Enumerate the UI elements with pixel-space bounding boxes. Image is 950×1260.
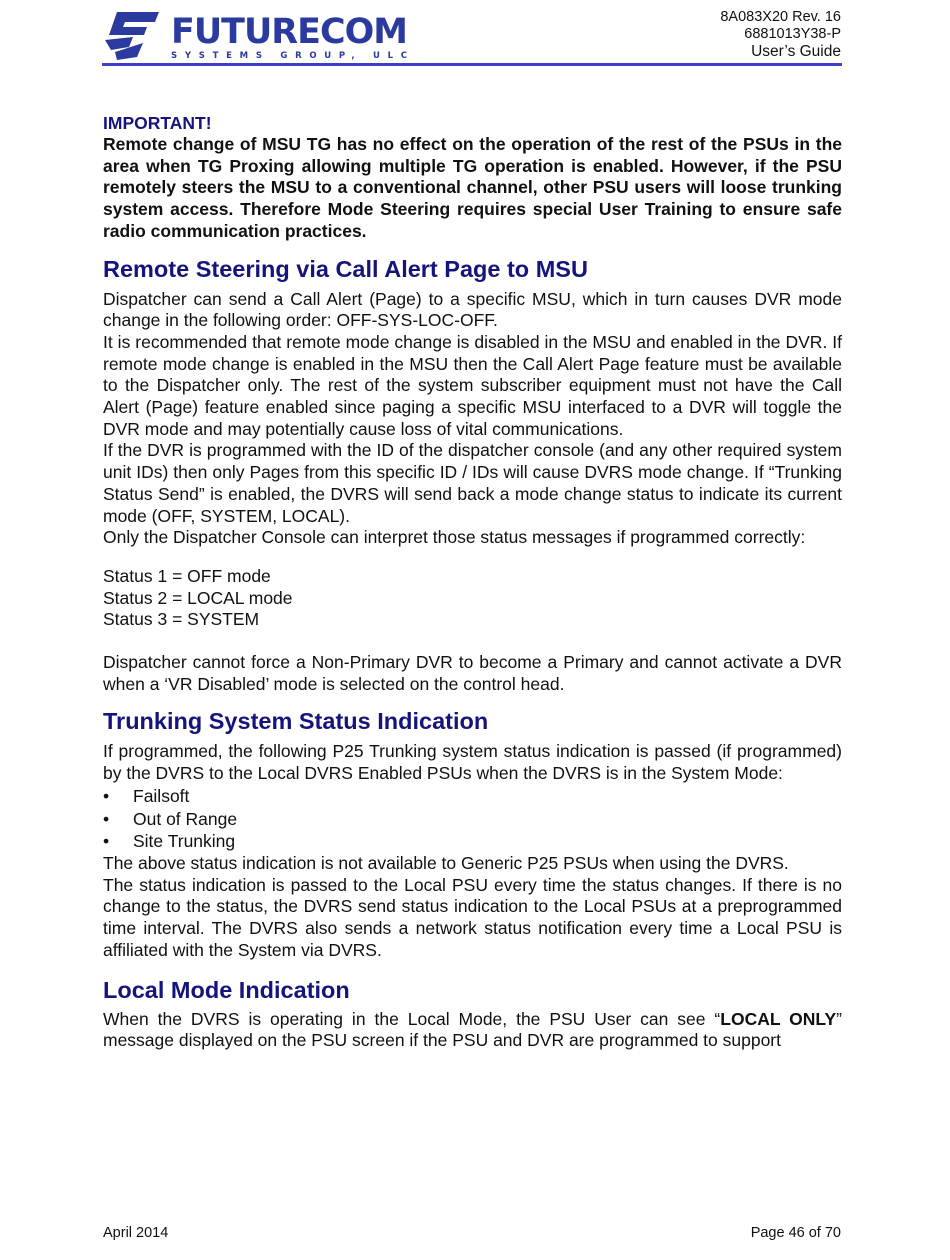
list-item-text: Out of Range: [133, 808, 238, 829]
doc-number: 8A083X20 Rev. 16: [720, 9, 841, 25]
list-item: [103, 830, 842, 853]
header-rule: [102, 63, 842, 66]
important-title: IMPORTANT!: [103, 113, 212, 133]
paragraph: Dispatcher can send a Call Alert (Page) to a specific MSU, which in turn causes DVR mode change in the following order: OFF-SYS-LOC-OFF.: [103, 288, 842, 331]
logo-subtext: SYSTEMS GROUP, ULC: [171, 51, 407, 60]
local-only-emphasis: LOCAL ONLY: [720, 1008, 837, 1029]
bullet-icon: •: [103, 785, 110, 806]
list-item: [103, 785, 842, 808]
section-heading-remote-steering: Remote Steering via Call Alert Page to MSU: [103, 255, 588, 282]
doc-title: User’s Guide: [751, 43, 841, 60]
list-item-text: Site Trunking: [133, 831, 236, 852]
paragraph: [103, 1009, 842, 1052]
futurecom-logo: [103, 10, 413, 60]
bullet-icon: •: [103, 808, 110, 829]
paragraph: If the DVR is programmed with the ID of the dispatcher console (and any other required system unit IDs) then only Pages from this specific ID / IDs will cause DVRS mode change. If “Trunking Status Send” is enabled, the DVRS will send back a mode change status to indicate its current mode (OFF, SYSTEM, LOCAL).: [103, 440, 842, 526]
document-identifier: [720, 9, 841, 60]
status-line: Status 2 = LOCAL mode: [103, 587, 293, 608]
paragraph: If programmed, the following P25 Trunking system status indication is passed (if programmed) by the DVRS to the Local DVRS Enabled PSUs when the DVRS is in the System Mode:: [103, 741, 842, 784]
bullet-icon: •: [103, 831, 110, 852]
section-heading-local-mode: Local Mode Indication: [103, 976, 350, 1003]
text-run: When the DVRS is operating in the Local Mode, the PSU User can see “: [103, 1008, 721, 1029]
section-heading-trunking-status: Trunking System Status Indication: [103, 708, 489, 735]
paragraph: Only the Dispatcher Console can interpret those status messages if programmed correctly:: [103, 527, 806, 548]
paragraph: Dispatcher cannot force a Non-Primary DVR to become a Primary and cannot activate a DVR when a ‘VR Disabled’ mode is selected on the control head.: [103, 652, 842, 694]
text-run: ” message displayed on the PSU screen if the PSU and DVR are programmed to support: [103, 1008, 842, 1051]
paragraph: The above status indication is not available to Generic P25 PSUs when using the DVRS.: [103, 852, 789, 873]
status-list: [103, 566, 842, 631]
list-item: [103, 808, 842, 831]
status-line: Status 3 = SYSTEM: [103, 609, 260, 630]
paragraph: It is recommended that remote mode change is disabled in the MSU and enabled in the DVR. If remote mode change is enabled in the MSU then the Call Alert Page feature must be available to the Dispatcher only. The rest of the system subscriber equipment must not have the Call Alert (Page) feature enabled since paging a specific MSU interfaced to a DVR will toggle the DVR mode and may potentially cause loss of vital communications.: [103, 331, 842, 439]
page-number: Page 46 of 70: [750, 1225, 841, 1241]
important-notice: Remote change of MSU TG has no effect on the operation of the rest of the PSUs in the area when TG Proxing allowing multiple TG operation is enabled. However, if the PSU remotely steers the MSU to a conventional channel, other PSU users will loose trunking system access. Therefore Mode Steering requires special User Training to ensure safe radio communication practices.: [103, 134, 842, 241]
status-line: Status 1 = OFF mode: [103, 565, 271, 586]
list-item-text: Failsoft: [133, 785, 190, 806]
main-content: [103, 113, 842, 1052]
paragraph: The status indication is passed to the Local PSU every time the status changes. If there is no change to the status, the DVRS send status indication to the Local PSUs at a preprogrammed time interval. The DVRS also sends a network status notification every time a Local PSU is affiliated with the System via DVRS.: [103, 874, 842, 960]
logo-wordmark: FUTURECOM: [171, 12, 407, 52]
bullet-list: [103, 785, 842, 853]
footer-date: April 2014: [103, 1225, 169, 1241]
part-number: 6881013Y38-P: [744, 26, 841, 42]
